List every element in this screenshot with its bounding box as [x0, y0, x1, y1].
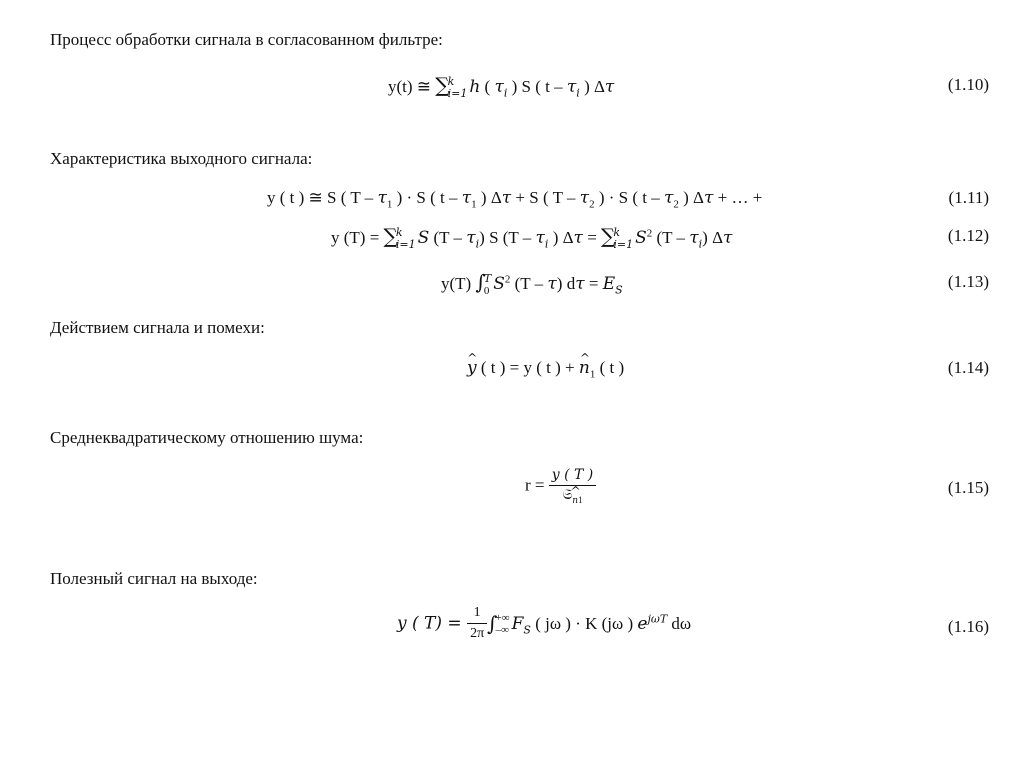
heading-matched-filter-process: Процесс обработки сигнала в согласованном фильтре:: [50, 30, 443, 49]
tau-symbol: τ: [547, 274, 557, 294]
eq-text: y ( t ) ≅ S ( T –: [267, 188, 378, 207]
eq-text: (T –: [510, 274, 548, 293]
fraction-numerator: y ( T ): [549, 466, 597, 486]
tau-subscript: 1: [471, 198, 477, 211]
tau-subscript: i: [698, 237, 703, 251]
tau-subscript: i: [544, 237, 549, 251]
tau-symbol: τ: [466, 228, 476, 248]
integral-lower: 0: [483, 285, 490, 298]
integral-limits: [484, 273, 491, 297]
tau-symbol: τ: [703, 188, 714, 208]
eq-text: ) · S ( t –: [392, 188, 462, 207]
eq-text: ) Δ: [702, 228, 723, 247]
sum-limits: [396, 227, 416, 251]
equation-number-1-16: (1.16): [947, 617, 989, 636]
sum-limits: [613, 227, 633, 251]
equation-1-15: [525, 466, 596, 505]
equation-1-10: [388, 74, 614, 100]
sum-limits: [448, 76, 468, 100]
tau-symbol: τ: [461, 188, 472, 208]
tau-symbol: τ: [566, 77, 577, 97]
s-superscript: 2: [646, 227, 653, 240]
equation-number-1-15: (1.15): [947, 478, 989, 497]
tau-subscript: 2: [673, 198, 679, 211]
eq-text: ( jω ) · K (jω ): [530, 613, 638, 633]
tau-symbol: τ: [377, 188, 387, 208]
tau-subscript: i: [576, 86, 580, 100]
equation-number-1-12: (1.12): [947, 226, 989, 245]
tau-symbol: τ: [663, 188, 674, 208]
eq-text: (T –: [429, 228, 467, 247]
sum-lower: i=1: [613, 238, 634, 252]
eq-1-10-lhs: y(t) ≅: [388, 77, 436, 96]
tau-subscript: i: [475, 237, 480, 251]
sum-sign: ∑: [383, 224, 398, 248]
tau-symbol: τ: [575, 274, 585, 294]
heading-useful-output-signal: Полезный сигнал на выходе:: [50, 569, 258, 588]
heading-rms-noise-ratio: Среднеквадратическому отношению шума:: [50, 428, 364, 447]
sum-upper: k: [613, 226, 620, 240]
sum-lower: i=1: [395, 238, 416, 252]
s-symbol: S: [417, 228, 430, 248]
eq-text: ) Δ: [579, 77, 605, 96]
e-symbol: e: [637, 613, 648, 634]
sum-sign: ∑: [435, 73, 450, 97]
fraction-numerator: 1: [467, 604, 487, 624]
equation-number-1-13: (1.13): [947, 272, 989, 291]
eq-text: ) S (T –: [479, 228, 536, 247]
heading-signal-and-noise: Действием сигнала и помехи:: [50, 318, 265, 337]
eq-text: ) · S ( t –: [594, 188, 664, 207]
n-hat-symbol: ^ n: [579, 357, 590, 379]
tau-subscript: i: [503, 86, 508, 100]
eq-text: ) S ( t –: [507, 77, 567, 96]
eq-text: y (T) =: [331, 228, 384, 247]
integral-upper: +∞: [495, 611, 510, 624]
eq-text: (: [480, 77, 495, 96]
e-superscript: jωT: [647, 611, 668, 625]
h-symbol: h: [469, 77, 481, 97]
eq-text: ) Δ: [678, 188, 704, 207]
tau-symbol: τ: [535, 228, 545, 248]
sigma-symbol: 𝔖: [562, 488, 573, 503]
fraction: [549, 466, 597, 505]
sum-upper: k: [447, 75, 455, 89]
equation-1-12: [331, 225, 732, 251]
n-subscript: 1: [589, 368, 596, 381]
sum-upper: k: [395, 226, 403, 240]
tau-symbol: τ: [573, 228, 583, 248]
equation-number-1-10: (1.10): [947, 75, 989, 94]
tau-symbol: τ: [501, 188, 512, 208]
fraction-denominator: 2π: [470, 626, 485, 641]
eq-text: ) d: [556, 274, 576, 293]
integral-limits: [496, 612, 510, 636]
integral-sign: ∫: [487, 611, 498, 636]
eq-text: y(T): [441, 274, 476, 293]
heading-output-signal-characteristic: Характеристика выходного сигнала:: [50, 149, 313, 168]
equation-1-11: [267, 187, 762, 209]
eq-text: r =: [525, 475, 549, 495]
equation-number-1-11: (1.11): [948, 188, 989, 207]
e-subscript: S: [615, 283, 623, 297]
eq-text: =: [582, 228, 602, 247]
eq-text: (T –: [652, 228, 690, 247]
fraction: [467, 604, 487, 643]
eq-text: ) Δ: [476, 188, 502, 207]
tau-subscript: 1: [386, 198, 393, 211]
f-subscript: S: [523, 622, 531, 636]
eq-text: y ( T) =: [397, 613, 468, 634]
eq-text: dω: [667, 613, 692, 633]
integral-upper: T: [483, 272, 492, 286]
equation-1-16: [397, 604, 691, 643]
tau-symbol: τ: [494, 77, 504, 97]
fraction-denominator: 𝔖$_{n1}$: [562, 488, 583, 506]
tau-symbol: τ: [604, 77, 615, 97]
y-hat-symbol: ^ y: [467, 357, 477, 379]
equation-1-13: [441, 271, 623, 297]
eq-text: ( t ): [595, 358, 625, 377]
tau-symbol: τ: [723, 228, 733, 248]
tau-symbol: τ: [579, 188, 590, 208]
f-symbol: F: [511, 613, 524, 634]
e-symbol: E: [602, 274, 616, 294]
integral-lower: –∞: [495, 623, 509, 636]
eq-text: ) Δ: [548, 228, 574, 247]
equation-1-14: [467, 357, 624, 379]
eq-text: + … +: [713, 188, 763, 207]
eq-text: + S ( T –: [511, 188, 580, 207]
integral-sign: ∫: [475, 270, 486, 294]
eq-text: =: [584, 274, 603, 293]
s-superscript: 2: [504, 273, 511, 286]
equation-number-1-14: (1.14): [947, 358, 989, 377]
eq-text: ( t ) = y ( t ) +: [476, 358, 579, 377]
s-symbol: S: [635, 228, 647, 248]
sum-sign: ∑: [601, 224, 616, 248]
integrand: [511, 611, 692, 636]
tau-symbol: τ: [689, 228, 699, 248]
s-symbol: S: [493, 274, 505, 294]
n-index-subscript: 1: [578, 494, 583, 505]
tau-subscript: 2: [589, 198, 595, 211]
sum-lower: i=1: [447, 87, 468, 101]
